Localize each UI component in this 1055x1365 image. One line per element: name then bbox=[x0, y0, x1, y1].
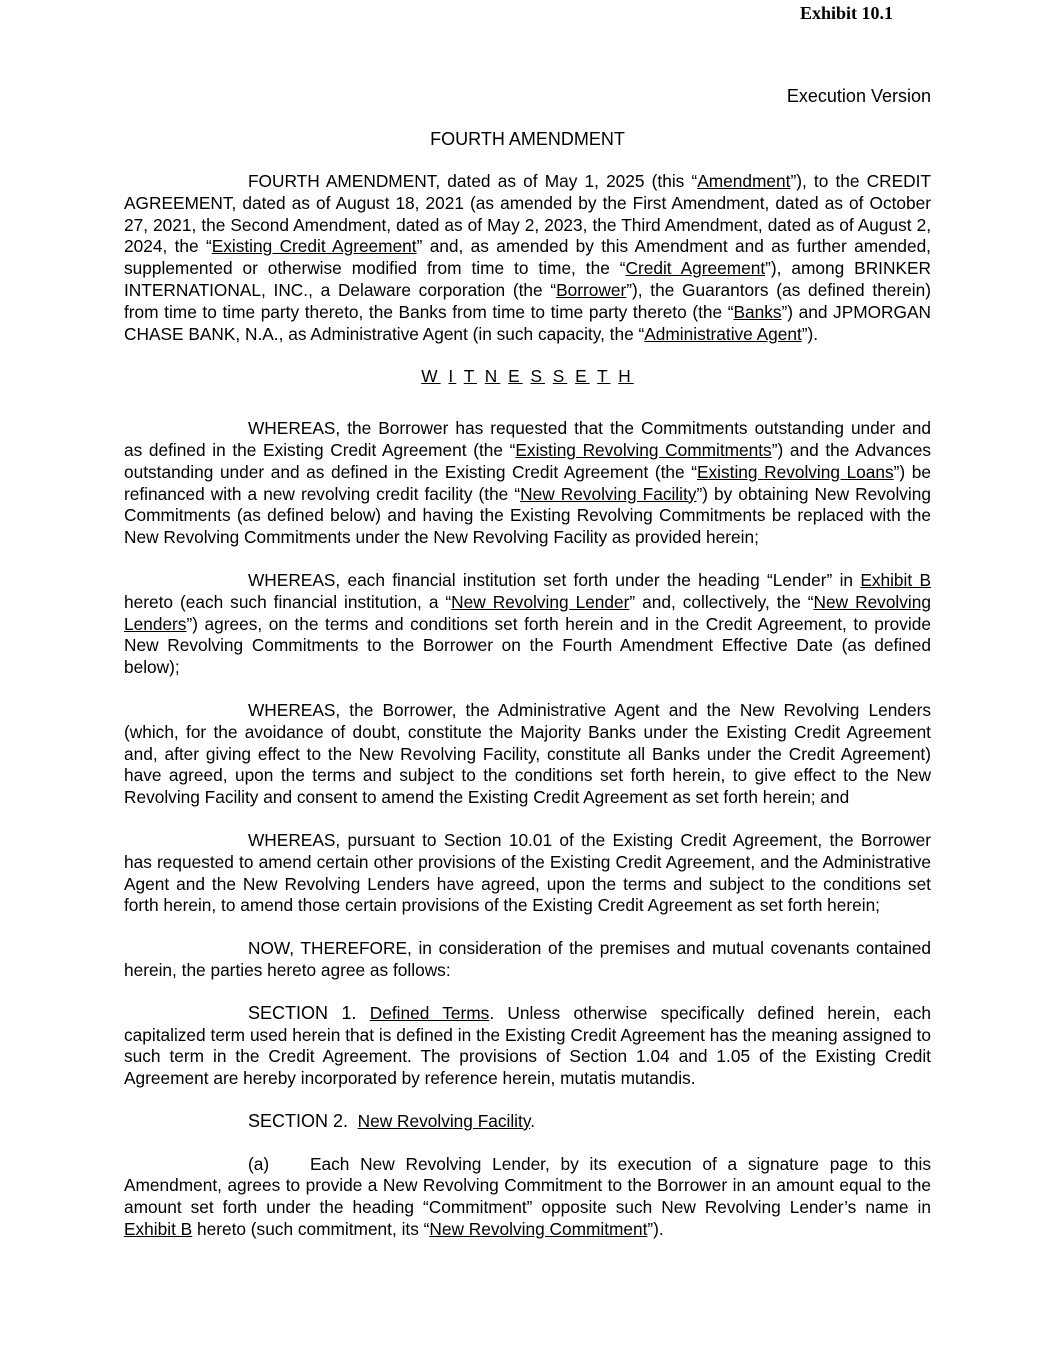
section-2a-paragraph: (a) Each New Revolving Lender, by its execution of a signature page to this Amendment, agrees to provide a New Revolving Commitment to the Borrower in an amount equal to the amount set forth under the heading “Commitment” opposite such New Revolving Lender’s name in Exhibit B hereto (such commitment, its “New Revolving Commitment”). bbox=[124, 1153, 931, 1240]
defined-term: Amendment bbox=[697, 171, 791, 191]
defined-term: Existing Credit Agreement bbox=[211, 236, 417, 257]
defined-term: Credit Agreement bbox=[625, 258, 766, 279]
exhibit-reference: Exhibit B bbox=[860, 569, 931, 590]
exhibit-label: Exhibit 10.1 bbox=[799, 3, 893, 23]
document-body bbox=[124, 171, 931, 1262]
preamble-paragraph: FOURTH AMENDMENT, dated as of May 1, 2025 (this “Amendment”), to the CREDIT AGREEMENT, dated as of August 18, 2021 (as amended by the First Amendment, dated as of October 27, 2021, the Second Amendment, dated as of May 2, 2023, the Third Amendment, dated as of August 2, 2024, the “Existing Credit Agreement” and, as amended by this Amendment and as further amended, supplemented or otherwise modified from time to time, the “Credit Agreement”), among BRINKER INTERNATIONAL, INC., a Delaware corporation (the “Borrower”), the Guarantors (as defined therein) from time to time party thereto, the Banks from time to time party thereto (the “Banks”) and JPMORGAN CHASE BANK, N.A., as Administrative Agent (in such capacity, the “Administrative Agent”). bbox=[124, 171, 931, 344]
witnesseth-heading: W I T N E S S E T H bbox=[421, 366, 634, 387]
section-2-heading: New Revolving Facility bbox=[357, 1110, 531, 1131]
whereas-paragraph-4: WHEREAS, pursuant to Section 10.01 of the Existing Credit Agreement, the Borrower has requested to amend certain other provisions of the Existing Credit Agreement, and the Administrative Agent and the New Revolving Lenders have agreed, upon the terms and subject to the conditions set forth herein, to amend those certain provisions of the Existing Credit Agreement as set forth herein; bbox=[124, 829, 931, 916]
section-1-label: SECTION 1. bbox=[248, 1002, 357, 1023]
defined-term: Existing Revolving Loans bbox=[697, 461, 894, 482]
defined-term: Administrative Agent bbox=[644, 323, 802, 344]
document-title: FOURTH AMENDMENT bbox=[430, 129, 625, 149]
whereas-paragraph-1: WHEREAS, the Borrower has requested that the Commitments outstanding under and as defined in the Existing Credit Agreement (the “Existing Revolving Commitments”) and the Advances outstanding under and as defined in the Existing Credit Agreement (the “Existing Revolving Loans”) be refinanced with a new revolving credit facility (the “New Revolving Facility”) by obtaining New Revolving Commitments (as defined below) and having the Existing Revolving Commitments be replaced with the New Revolving Commitments under the New Revolving Facility as provided herein; bbox=[124, 418, 931, 548]
defined-term: Banks bbox=[733, 301, 782, 322]
section-1-paragraph: SECTION 1. Defined Terms. Unless otherwise specifically defined herein, each capitalized term used herein that is defined in the Existing Credit Agreement has the meaning assigned to such term in the Credit Agreement. The provisions of Section 1.04 and 1.05 of the Existing Credit Agreement are hereby incorporated by reference herein, mutatis mutandis. bbox=[124, 1002, 931, 1089]
defined-term: Existing Revolving Commitments bbox=[515, 439, 772, 460]
version-label: Execution Version bbox=[786, 86, 931, 106]
defined-term: New Revolving Commitment bbox=[429, 1219, 648, 1240]
exhibit-reference: Exhibit B bbox=[124, 1219, 193, 1240]
now-therefore-paragraph: NOW, THEREFORE, in consideration of the premises and mutual covenants contained herein, the parties hereto agree as follows: bbox=[124, 938, 931, 980]
section-2-heading-line: SECTION 2. New Revolving Facility. bbox=[248, 1110, 535, 1131]
defined-term: New Revolving Lenders bbox=[124, 591, 931, 634]
clause-marker: (a) bbox=[248, 1153, 270, 1174]
whereas-paragraph-2: WHEREAS, each financial institution set forth under the heading “Lender” in Exhibit B hereto (each such financial institution, a “New Revolving Lender” and, collectively, the “New Revolving Lenders”) agrees, on the terms and conditions set forth herein and in the Credit Agreement, to provide New Revolving Commitments to the Borrower on the Fourth Amendment Effective Date (as defined below); bbox=[124, 569, 931, 678]
defined-term: Borrower bbox=[556, 279, 627, 300]
section-1-heading: Defined Terms bbox=[369, 1002, 490, 1023]
section-2-label: SECTION 2. bbox=[248, 1110, 349, 1131]
defined-term: New Revolving Facility bbox=[520, 483, 697, 504]
defined-term: New Revolving Lender bbox=[451, 591, 630, 612]
whereas-paragraph-3: WHEREAS, the Borrower, the Administrative Agent and the New Revolving Lenders (which, for the avoidance of doubt, constitute the Majority Banks under the Existing Credit Agreement and, after giving effect to the New Revolving Facility, constitute all Banks under the Credit Agreement) have agreed, upon the terms and subject to the conditions set forth herein, to give effect to the New Revolving Facility and consent to amend the Existing Credit Agreement as set forth herein; and bbox=[124, 699, 931, 808]
